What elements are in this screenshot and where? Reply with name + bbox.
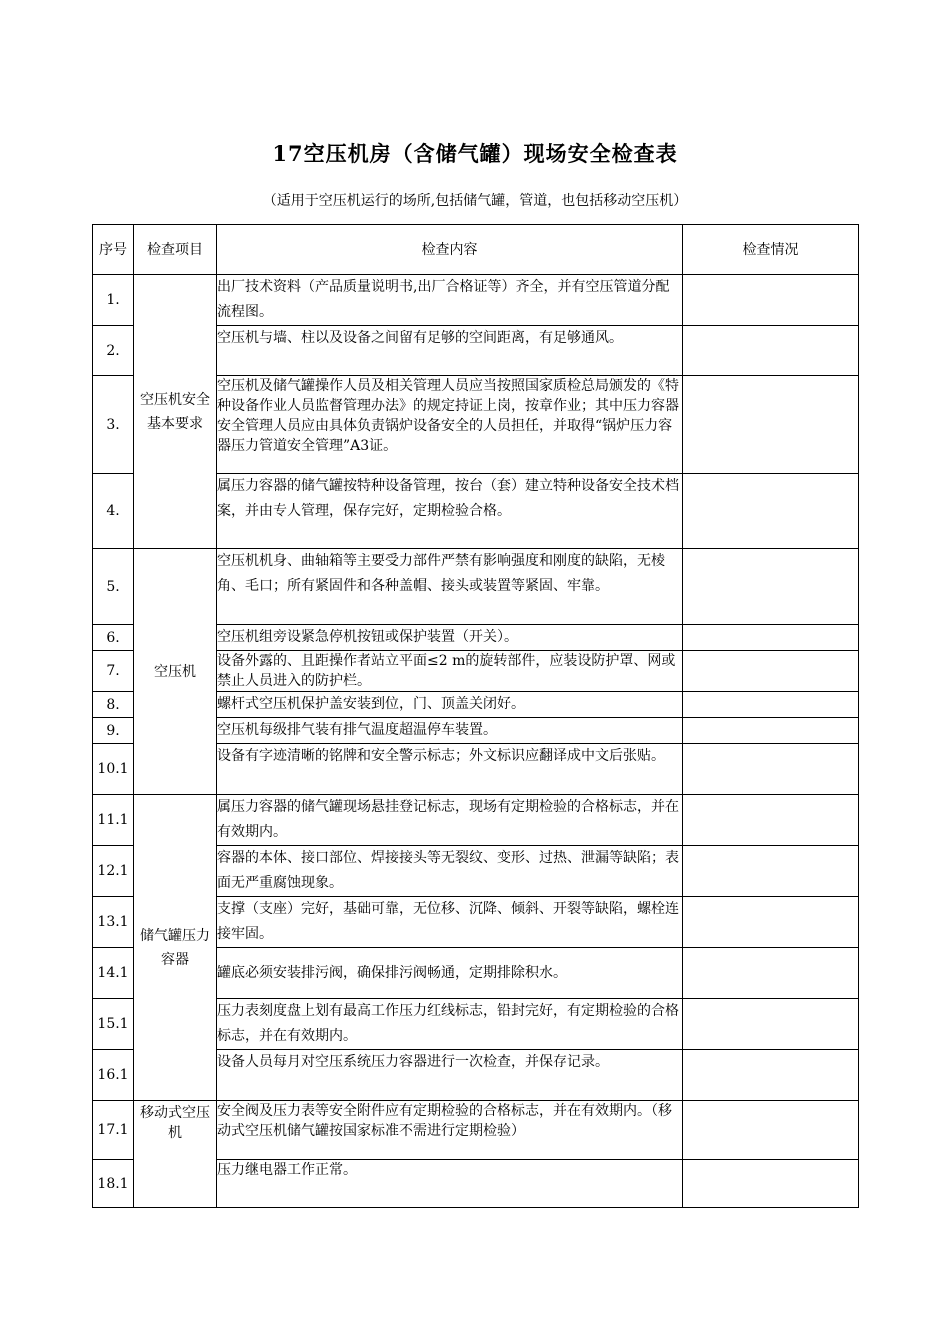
row-content: 安全阀及压力表等安全附件应有定期检验的合格标志，并在有效期内。（移动式空压机储气罐按国家标准不需进行定期检验） <box>217 1101 683 1160</box>
row-no: 4. <box>93 474 134 549</box>
row-no: 8. <box>93 692 134 718</box>
row-result[interactable] <box>683 625 859 651</box>
table-row <box>93 795 859 846</box>
row-content: 设备有字迹清晰的铭牌和安全警示标志；外文标识应翻译成中文后张贴。 <box>217 744 683 795</box>
row-no: 17.1 <box>93 1101 134 1160</box>
header-no: 序号 <box>93 225 134 275</box>
category-compressor: 空压机 <box>134 549 217 795</box>
row-result[interactable] <box>683 376 859 474</box>
checklist-table <box>92 224 859 1208</box>
row-no: 2. <box>93 326 134 376</box>
row-content: 出厂技术资料（产品质量说明书,出厂合格证等）齐全，并有空压管道分配流程图。 <box>217 275 683 326</box>
row-content: 空压机组旁设紧急停机按钮或保护装置（开关）。 <box>217 625 683 651</box>
row-result[interactable] <box>683 549 859 625</box>
row-no: 3. <box>93 376 134 474</box>
row-content: 支撑（支座）完好，基础可靠，无位移、沉降、倾斜、开裂等缺陷，螺栓连接牢固。 <box>217 897 683 948</box>
row-content: 空压机每级排气装有排气温度超温停车装置。 <box>217 718 683 744</box>
row-result[interactable] <box>683 744 859 795</box>
row-no: 11.1 <box>93 795 134 846</box>
row-no: 1. <box>93 275 134 326</box>
row-content: 罐底必须安装排污阀，确保排污阀畅通，定期排除积水。 <box>217 948 683 999</box>
row-result[interactable] <box>683 948 859 999</box>
row-no: 5. <box>93 549 134 625</box>
header-content: 检查内容 <box>217 225 683 275</box>
row-no: 13.1 <box>93 897 134 948</box>
row-result[interactable] <box>683 999 859 1050</box>
row-content: 空压机机身、曲轴箱等主要受力部件严禁有影响强度和刚度的缺陷，无棱角、毛口；所有紧固件和各种盖帽、接头或装置等紧固、牢靠。 <box>217 549 683 625</box>
table-header-row <box>93 225 859 275</box>
page-title: 17空压机房（含储气罐）现场安全检查表 <box>272 141 678 166</box>
row-no: 7. <box>93 651 134 692</box>
header-result: 检查情况 <box>683 225 859 275</box>
table-row <box>93 275 859 326</box>
row-content: 属压力容器的储气罐按特种设备管理，按台（套）建立特种设备安全技术档案，并由专人管理，保存完好，定期检验合格。 <box>217 474 683 549</box>
row-content: 空压机与墙、柱以及设备之间留有足够的空间距离，有足够通风。 <box>217 326 683 376</box>
row-content: 空压机及储气罐操作人员及相关管理人员应当按照国家质检总局颁发的《特种设备作业人员监督管理办法》的规定持证上岗，按章作业；其中压力容器安全管理人员应由具体负责锅炉设备安全的人员担任，并取得“锅炉压力容器压力管道安全管理”A3证。 <box>217 376 683 474</box>
row-result[interactable] <box>683 474 859 549</box>
row-content: 压力继电器工作正常。 <box>217 1160 683 1208</box>
page-subtitle: （适用于空压机运行的场所,包括储气罐，管道，也包括移动空压机） <box>262 193 688 209</box>
table-row <box>93 549 859 625</box>
row-result[interactable] <box>683 795 859 846</box>
row-content: 容器的本体、接口部位、焊接接头等无裂纹、变形、过热、泄漏等缺陷；表面无严重腐蚀现象。 <box>217 846 683 897</box>
row-content: 设备人员每月对空压系统压力容器进行一次检查，并保存记录。 <box>217 1050 683 1101</box>
header-item: 检查项目 <box>134 225 217 275</box>
row-no: 15.1 <box>93 999 134 1050</box>
row-no: 12.1 <box>93 846 134 897</box>
category-tank: 储气罐压力容器 <box>134 795 217 1101</box>
row-result[interactable] <box>683 275 859 326</box>
row-result[interactable] <box>683 326 859 376</box>
row-no: 16.1 <box>93 1050 134 1101</box>
row-result[interactable] <box>683 846 859 897</box>
row-content: 螺杆式空压机保护盖安装到位，门、顶盖关闭好。 <box>217 692 683 718</box>
row-no: 10.1 <box>93 744 134 795</box>
row-no: 9. <box>93 718 134 744</box>
table-row <box>93 1101 859 1160</box>
row-no: 18.1 <box>93 1160 134 1208</box>
category-basic: 空压机安全基本要求 <box>134 275 217 549</box>
row-result[interactable] <box>683 1101 859 1160</box>
row-result[interactable] <box>683 1050 859 1101</box>
row-result[interactable] <box>683 651 859 692</box>
row-result[interactable] <box>683 718 859 744</box>
row-result[interactable] <box>683 1160 859 1208</box>
category-mobile: 移动式空压机 <box>134 1101 217 1208</box>
row-content: 设备外露的、且距操作者站立平面≤2 m的旋转部件，应装设防护罩、网或禁止人员进入的防护栏。 <box>217 651 683 692</box>
row-no: 6. <box>93 625 134 651</box>
row-content: 压力表刻度盘上划有最高工作压力红线标志，铅封完好，有定期检验的合格标志，并在有效期内。 <box>217 999 683 1050</box>
row-result[interactable] <box>683 692 859 718</box>
row-no: 14.1 <box>93 948 134 999</box>
row-content: 属压力容器的储气罐现场悬挂登记标志，现场有定期检验的合格标志，并在有效期内。 <box>217 795 683 846</box>
row-result[interactable] <box>683 897 859 948</box>
